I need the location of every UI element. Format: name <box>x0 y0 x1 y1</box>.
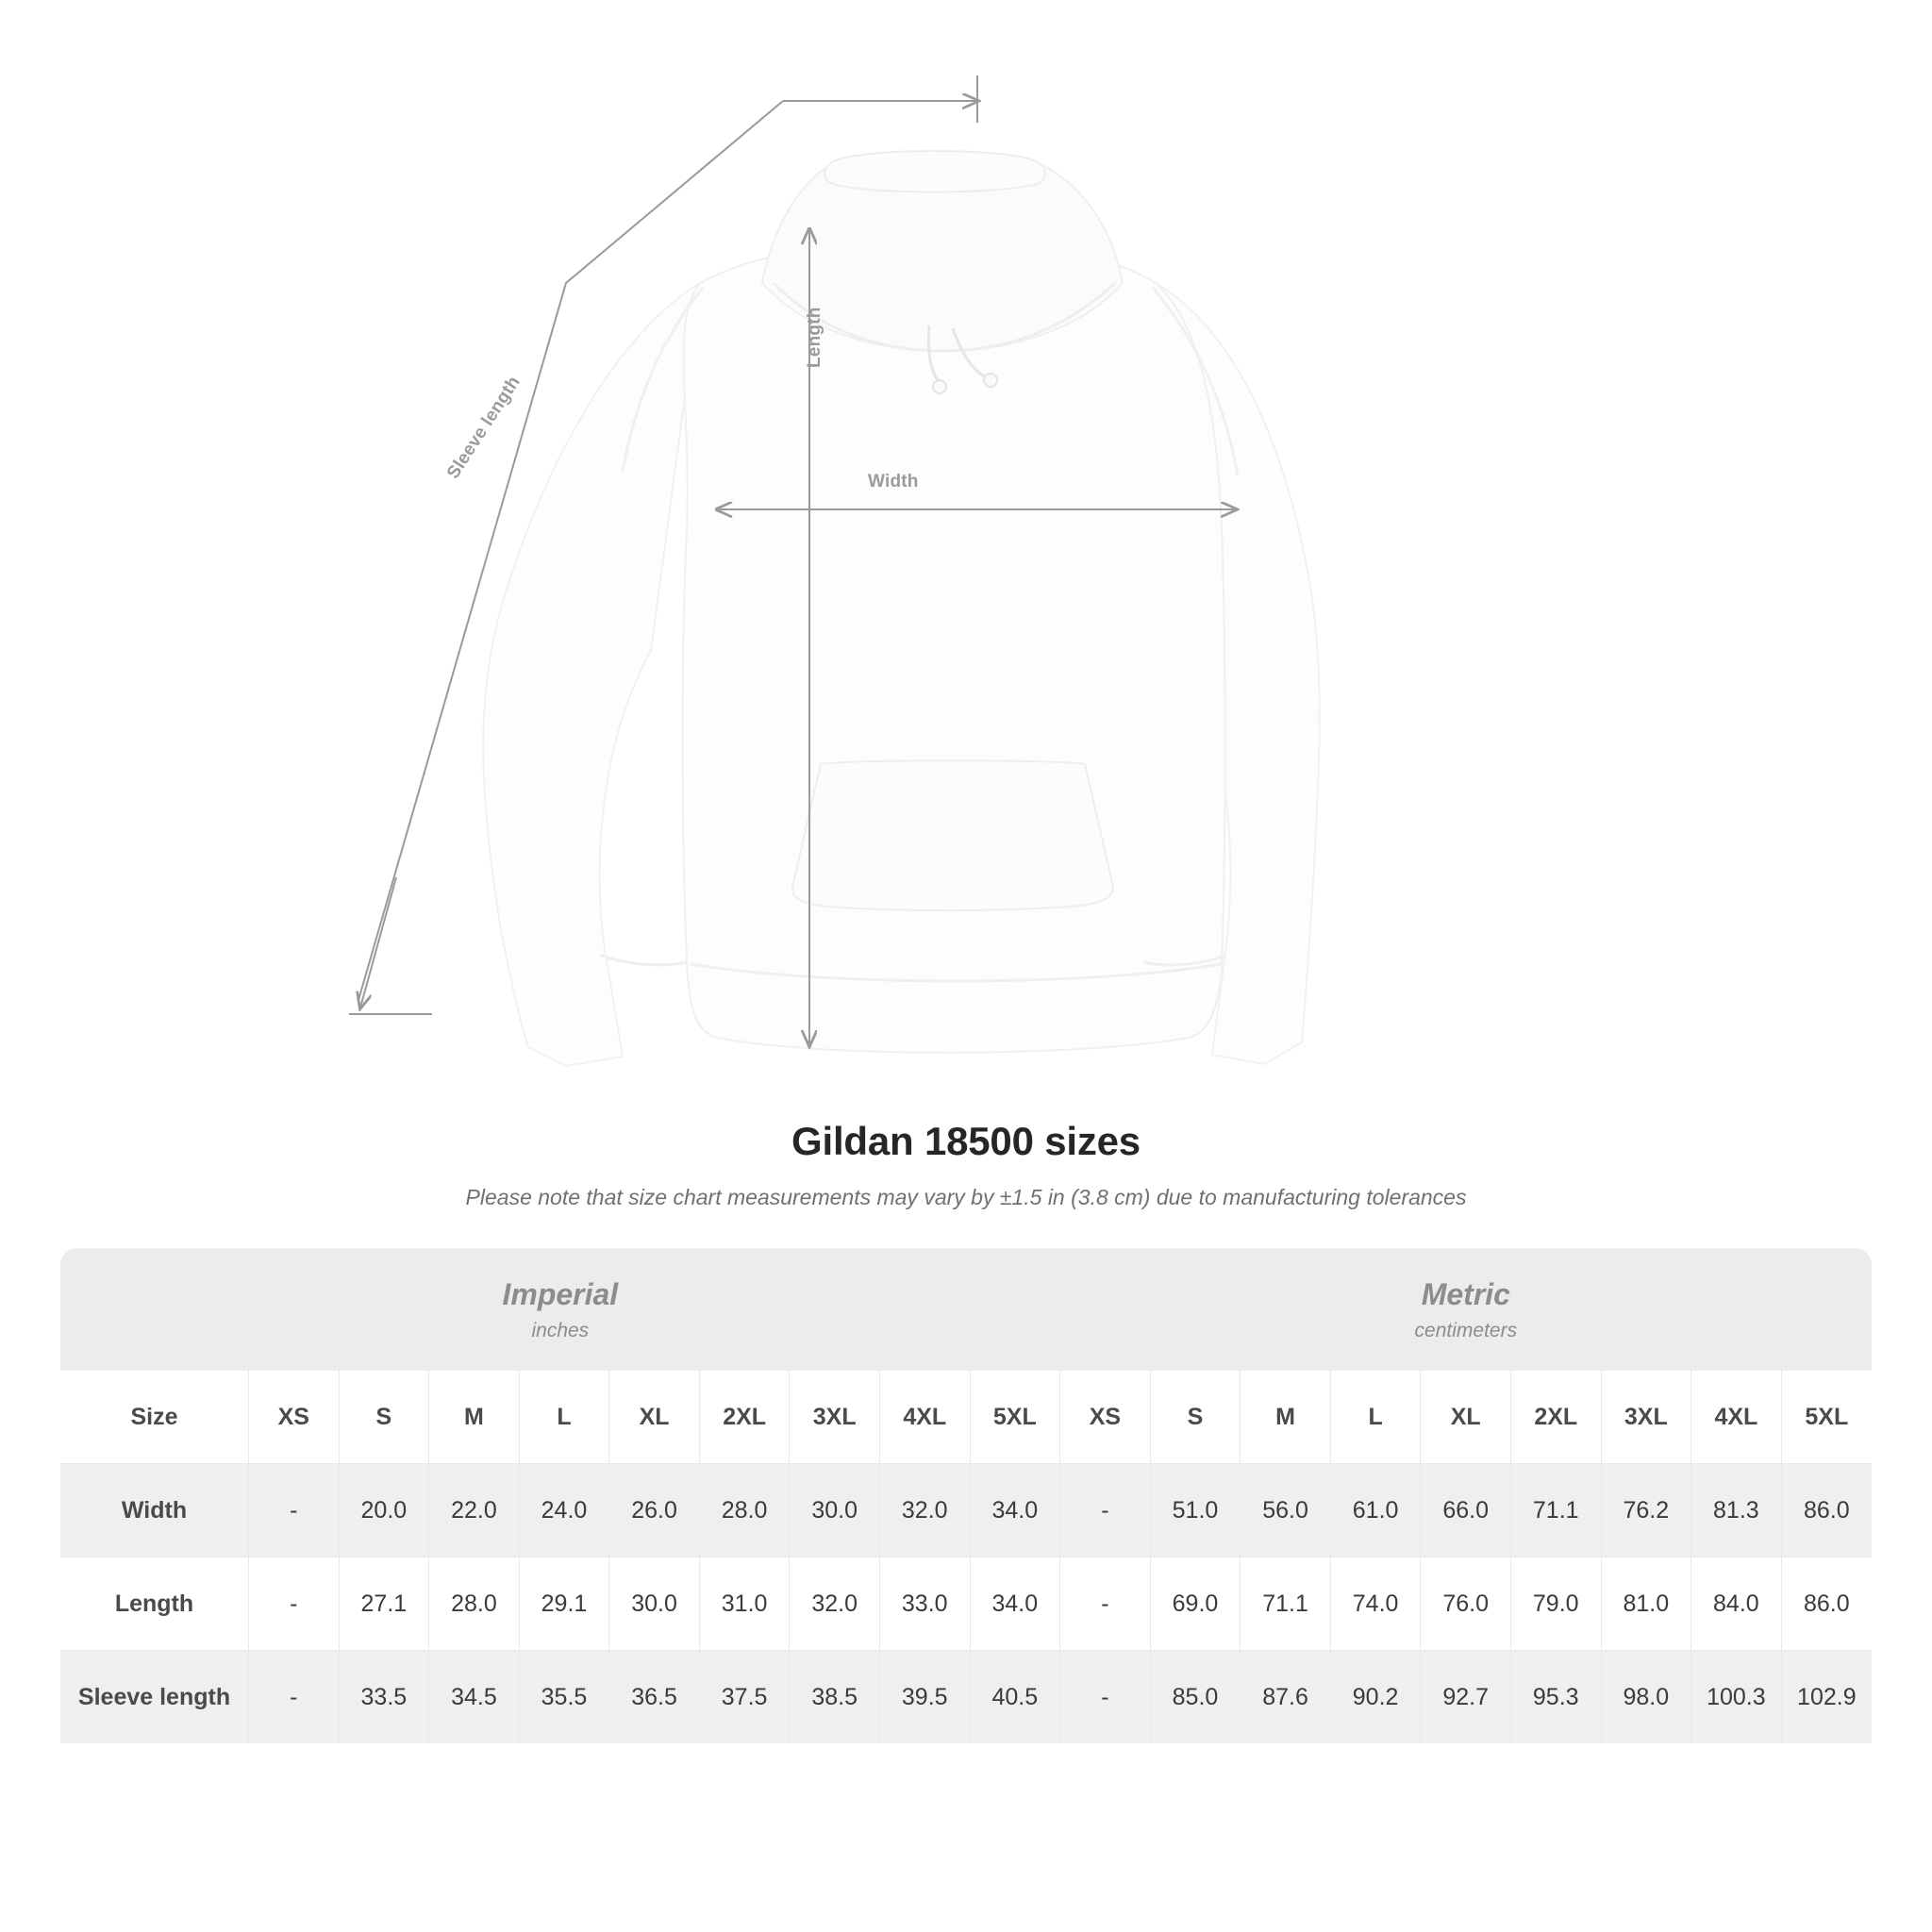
cell-sleeve-metric-xl: 92.7 <box>1421 1651 1511 1744</box>
cell-length-imperial-s: 27.1 <box>339 1557 429 1651</box>
page-title: Gildan 18500 sizes <box>791 1119 1141 1163</box>
cell-sleeve-metric-4xl: 100.3 <box>1691 1651 1782 1744</box>
size-header-row <box>60 1371 1872 1464</box>
col-imperial-3xl: 3XL <box>790 1371 880 1464</box>
cell-sleeve-imperial-s: 33.5 <box>339 1651 429 1744</box>
cell-width-metric-l: 61.0 <box>1330 1464 1421 1557</box>
cell-sleeve-imperial-3xl: 38.5 <box>790 1651 880 1744</box>
row-label-width: Width <box>60 1464 249 1557</box>
cell-sleeve-metric-l: 90.2 <box>1330 1651 1421 1744</box>
cell-width-imperial-xl: 26.0 <box>609 1464 700 1557</box>
col-metric-5xl: 5XL <box>1781 1371 1872 1464</box>
unit-header-row <box>60 1248 1872 1371</box>
cell-sleeve-imperial-l: 35.5 <box>519 1651 609 1744</box>
cell-length-imperial-m: 28.0 <box>429 1557 520 1651</box>
cell-sleeve-imperial-2xl: 37.5 <box>699 1651 790 1744</box>
cell-width-imperial-l: 24.0 <box>519 1464 609 1557</box>
hoodie-garment <box>483 151 1320 1066</box>
col-imperial-xl: XL <box>609 1371 700 1464</box>
cell-length-imperial-3xl: 32.0 <box>790 1557 880 1651</box>
cell-sleeve-metric-5xl: 102.9 <box>1781 1651 1872 1744</box>
tolerance-note: Please note that size chart measurements may vary by ±1.5 in (3.8 cm) due to manufacturing tolerances <box>465 1185 1467 1209</box>
cell-length-metric-2xl: 79.0 <box>1510 1557 1601 1651</box>
metric-sublabel: centimeters <box>1414 1319 1518 1341</box>
size-column-header: Size <box>60 1371 249 1464</box>
table-row <box>60 1464 1872 1557</box>
cell-length-metric-4xl: 84.0 <box>1691 1557 1782 1651</box>
size-table <box>60 1248 1872 1743</box>
col-imperial-2xl: 2XL <box>699 1371 790 1464</box>
cell-width-metric-xl: 66.0 <box>1421 1464 1511 1557</box>
cell-sleeve-imperial-5xl: 40.5 <box>970 1651 1060 1744</box>
col-metric-2xl: 2XL <box>1510 1371 1601 1464</box>
imperial-group-header <box>60 1248 1060 1371</box>
cell-width-imperial-xs: - <box>249 1464 340 1557</box>
cell-sleeve-metric-s: 85.0 <box>1150 1651 1241 1744</box>
metric-label: Metric <box>1421 1276 1510 1311</box>
length-dimension-label: Length <box>805 307 824 368</box>
col-imperial-xs: XS <box>249 1371 340 1464</box>
cell-width-metric-5xl: 86.0 <box>1781 1464 1872 1557</box>
cell-width-metric-m: 56.0 <box>1241 1464 1331 1557</box>
cell-width-metric-2xl: 71.1 <box>1510 1464 1601 1557</box>
cell-length-metric-xs: - <box>1060 1557 1151 1651</box>
cell-sleeve-metric-xs: - <box>1060 1651 1151 1744</box>
cell-sleeve-metric-3xl: 98.0 <box>1601 1651 1691 1744</box>
cell-sleeve-imperial-m: 34.5 <box>429 1651 520 1744</box>
col-imperial-4xl: 4XL <box>879 1371 970 1464</box>
cell-length-imperial-2xl: 31.0 <box>699 1557 790 1651</box>
col-metric-s: S <box>1150 1371 1241 1464</box>
cell-length-metric-3xl: 81.0 <box>1601 1557 1691 1651</box>
row-label-sleeve-length: Sleeve length <box>60 1651 249 1744</box>
cell-length-metric-s: 69.0 <box>1150 1557 1241 1651</box>
col-imperial-m: M <box>429 1371 520 1464</box>
table-row <box>60 1557 1872 1651</box>
cell-sleeve-metric-m: 87.6 <box>1241 1651 1331 1744</box>
cell-length-metric-5xl: 86.0 <box>1781 1557 1872 1651</box>
title-block <box>0 1119 1932 1210</box>
row-label-length: Length <box>60 1557 249 1651</box>
cell-width-metric-xs: - <box>1060 1464 1151 1557</box>
col-metric-l: L <box>1330 1371 1421 1464</box>
cell-width-metric-4xl: 81.3 <box>1691 1464 1782 1557</box>
col-metric-3xl: 3XL <box>1601 1371 1691 1464</box>
cell-width-imperial-m: 22.0 <box>429 1464 520 1557</box>
cell-sleeve-imperial-xl: 36.5 <box>609 1651 700 1744</box>
cell-sleeve-metric-2xl: 95.3 <box>1510 1651 1601 1744</box>
cell-sleeve-imperial-xs: - <box>249 1651 340 1744</box>
col-imperial-s: S <box>339 1371 429 1464</box>
table-row <box>60 1651 1872 1744</box>
col-metric-xl: XL <box>1421 1371 1511 1464</box>
cell-length-metric-m: 71.1 <box>1241 1557 1331 1651</box>
col-metric-m: M <box>1241 1371 1331 1464</box>
col-imperial-l: L <box>519 1371 609 1464</box>
cell-width-metric-s: 51.0 <box>1150 1464 1241 1557</box>
cell-length-imperial-xs: - <box>249 1557 340 1651</box>
size-table-wrapper <box>60 1248 1872 1743</box>
sleeve-length-dimension-label: Sleeve length <box>443 373 525 483</box>
cell-width-metric-3xl: 76.2 <box>1601 1464 1691 1557</box>
metric-group-header <box>1060 1248 1872 1371</box>
cell-length-metric-xl: 76.0 <box>1421 1557 1511 1651</box>
cell-width-imperial-2xl: 28.0 <box>699 1464 790 1557</box>
col-metric-4xl: 4XL <box>1691 1371 1782 1464</box>
imperial-sublabel: inches <box>531 1319 590 1341</box>
col-imperial-5xl: 5XL <box>970 1371 1060 1464</box>
cell-width-imperial-s: 20.0 <box>339 1464 429 1557</box>
cell-width-imperial-4xl: 32.0 <box>879 1464 970 1557</box>
cell-length-imperial-4xl: 33.0 <box>879 1557 970 1651</box>
cell-length-imperial-5xl: 34.0 <box>970 1557 1060 1651</box>
imperial-label: Imperial <box>502 1276 619 1311</box>
cell-width-imperial-3xl: 30.0 <box>790 1464 880 1557</box>
cell-length-imperial-xl: 30.0 <box>609 1557 700 1651</box>
cell-width-imperial-5xl: 34.0 <box>970 1464 1060 1557</box>
col-metric-xs: XS <box>1060 1371 1151 1464</box>
cell-length-imperial-l: 29.1 <box>519 1557 609 1651</box>
cell-length-metric-l: 74.0 <box>1330 1557 1421 1651</box>
width-dimension-label: Width <box>868 472 919 491</box>
cell-sleeve-imperial-4xl: 39.5 <box>879 1651 970 1744</box>
